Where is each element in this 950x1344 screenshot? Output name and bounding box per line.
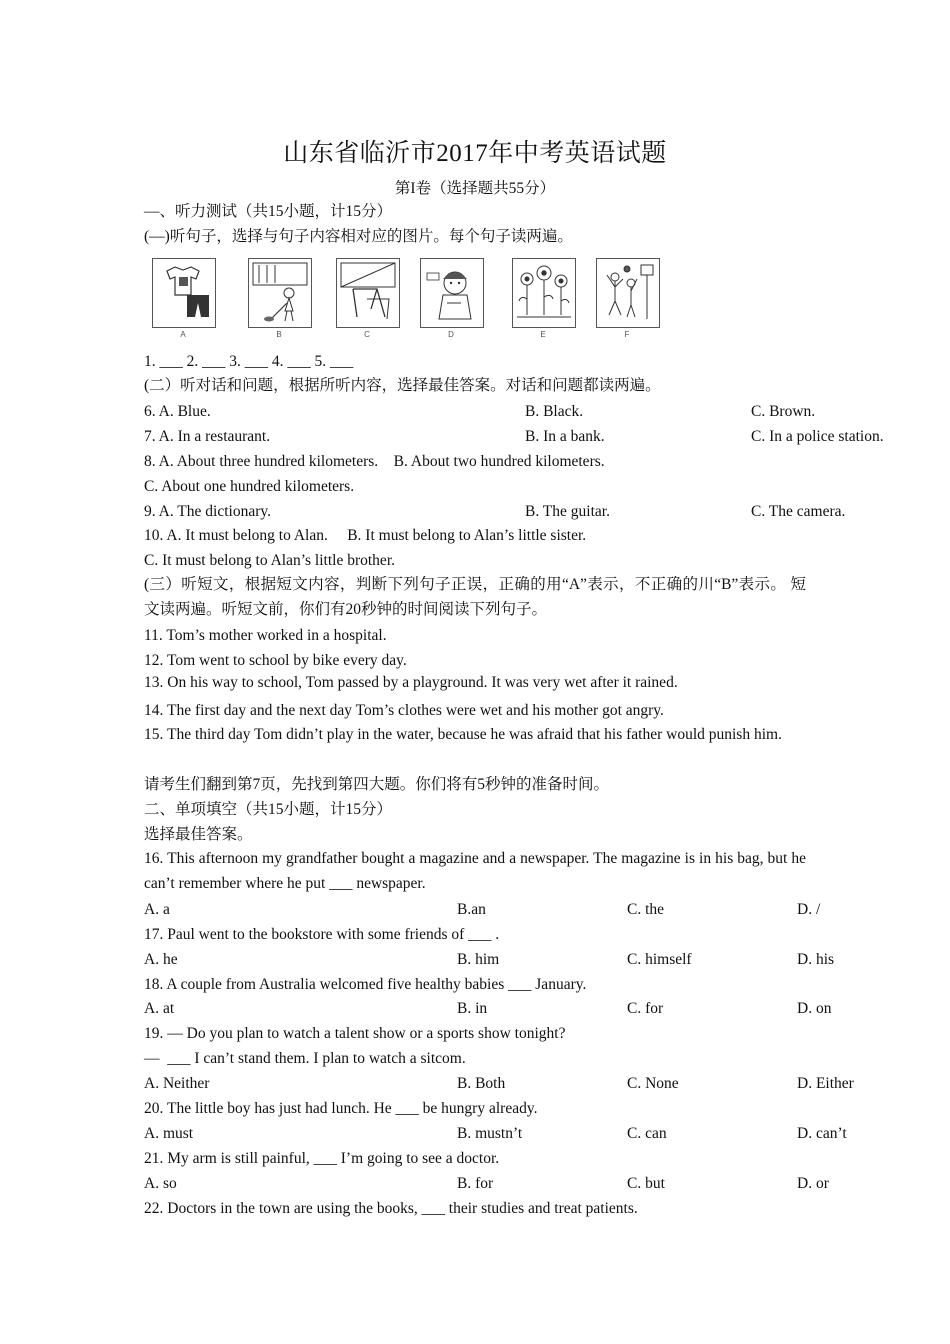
page-title: 山东省临沂市2017年中考英语试题 [283,140,667,167]
basketball-players-icon [596,258,660,328]
q18-option-d: D. on [797,1000,832,1017]
question-21: 21. My arm is still painful, ___ I’m going to see a doctor. [144,1150,500,1167]
q6-option-a: 6. A. Blue. [144,403,211,420]
q7-option-a: 7. A. In a restaurant. [144,428,271,445]
q16-option-a: A. a [144,901,170,918]
listening-pictures [150,258,670,340]
q7-option-c: C. In a police station. [751,428,884,445]
question-10-line2: C. It must belong to Alan’s little brother. [144,552,395,569]
question-16: 16. This afternoon my grandfather bought a magazine and a newspaper. The magazine is in his bag, but he can’t remember where he put ___ newspaper. [144,850,806,892]
section2-heading: 二、单项填空（共15小题，计15分） [144,801,393,818]
q16-option-d: D. / [797,901,821,918]
q21-options [144,1174,829,1193]
question-18: 18. A couple from Australia welcomed five healthy babies ___ January. [144,976,587,993]
flowers-icon [512,258,576,328]
sick-girl-icon [420,258,484,328]
q6-option-c: C. Brown. [751,403,816,420]
question-13: 13. On his way to school, Tom passed by a playground. It was very wet after it rained. [144,674,678,691]
q16-options [144,900,821,919]
q16-option-b: B.an [457,901,486,918]
picture-label-d: D [448,330,454,339]
q7-option-b: B. In a bank. [525,428,605,445]
q17-option-d: D. his [797,951,835,968]
q20-option-a: A. must [144,1125,194,1142]
question-9 [144,502,846,521]
q18-option-b: B. in [457,1000,488,1017]
q19-option-b: B. Both [457,1075,506,1092]
question-8-line2: C. About one hundred kilometers. [144,478,355,495]
q17-options [144,950,835,969]
q19-options [144,1074,854,1093]
q18-option-a: A. at [144,1000,175,1017]
question-6 [144,402,816,421]
picture-label-e: E [540,330,546,339]
q9-option-c: C. The camera. [751,503,846,520]
q21-option-c: C. but [627,1175,665,1192]
question-19-line2: — ___ I can’t stand them. I plan to watch a sitcom. [144,1050,466,1067]
part3-heading: (三）听短文，根据短文内容，判断下列句子正误，正确的用“A”表示，不正确的川“B”表示。 短文读两遍。听短文前，你们有20秒钟的时间阅读下列句子。 [144,576,806,618]
broken-chair-icon [336,258,400,328]
q6-option-b: B. Black. [525,403,584,420]
question-19-line1: 19. — Do you plan to watch a talent show or a sports show tonight? [144,1025,566,1042]
q21-option-b: B. for [457,1175,494,1192]
picture-label-c: C [364,330,370,339]
question-22: 22. Doctors in the town are using the books, ___ their studies and treat patients. [144,1200,638,1217]
page-subtitle: 第I卷（选择题共55分） [394,180,556,197]
picture-label-a: A [180,330,186,339]
q16-option-c: C. the [627,901,665,918]
section2-instruction: 选择最佳答案。 [144,826,253,843]
q20-option-c: C. can [627,1125,667,1142]
q20-option-d: D. can’t [797,1125,847,1142]
q9-option-b: B. The guitar. [525,503,610,520]
section1-heading: —、听力测试（共15小题，计15分） [144,203,393,220]
part1-heading: (—)听句子，选择与句子内容相对应的图片。每个句子读两遍。 [144,228,573,245]
picture-label-f: F [624,330,630,339]
question-10-line1: 10. A. It must belong to Alan. B. It must belong to Alan’s little sister. [144,527,587,544]
question-8-line1: 8. A. About three hundred kilometers. B. About two hundred kilometers. [144,453,605,470]
q17-option-a: A. he [144,951,178,968]
part2-heading: (二）听对话和问题，根据所听内容，选择最佳答案。对话和问题都读两遍。 [144,377,661,394]
q18-option-c: C. for [627,1000,664,1017]
q18-options [144,999,832,1018]
question-12: 12. Tom went to school by bike every day. [144,652,407,669]
picture-label-b: B [276,330,282,339]
q20-option-b: B. mustn’t [457,1125,523,1142]
answer-blanks-1-5: 1. ___ 2. ___ 3. ___ 4. ___ 5. ___ [144,353,354,370]
q9-option-a: 9. A. The dictionary. [144,503,271,520]
tshirt-shorts-icon [152,258,216,328]
question-17: 17. Paul went to the bookstore with some friends of ___ . [144,926,500,943]
question-14: 14. The first day and the next day Tom’s clothes were wet and his mother got angry. [144,702,664,719]
q17-option-b: B. him [457,951,500,968]
girl-sweeping-icon [248,258,312,328]
q19-option-d: D. Either [797,1075,854,1092]
question-15: 15. The third day Tom didn’t play in the water, because he was afraid that his father would punish him. [144,726,782,743]
q19-option-a: A. Neither [144,1075,210,1092]
q21-option-a: A. so [144,1175,177,1192]
q21-option-d: D. or [797,1175,829,1192]
q20-options [144,1124,847,1143]
turn-page-note: 请考生们翻到第7页，先找到第四大题。你们将有5秒钟的准备时间。 [144,776,610,793]
q17-option-c: C. himself [627,951,692,968]
question-20: 20. The little boy has just had lunch. He ___ be hungry already. [144,1100,538,1117]
q19-option-c: C. None [627,1075,679,1092]
question-11: 11. Tom’s mother worked in a hospital. [144,627,387,644]
question-7 [144,427,884,446]
